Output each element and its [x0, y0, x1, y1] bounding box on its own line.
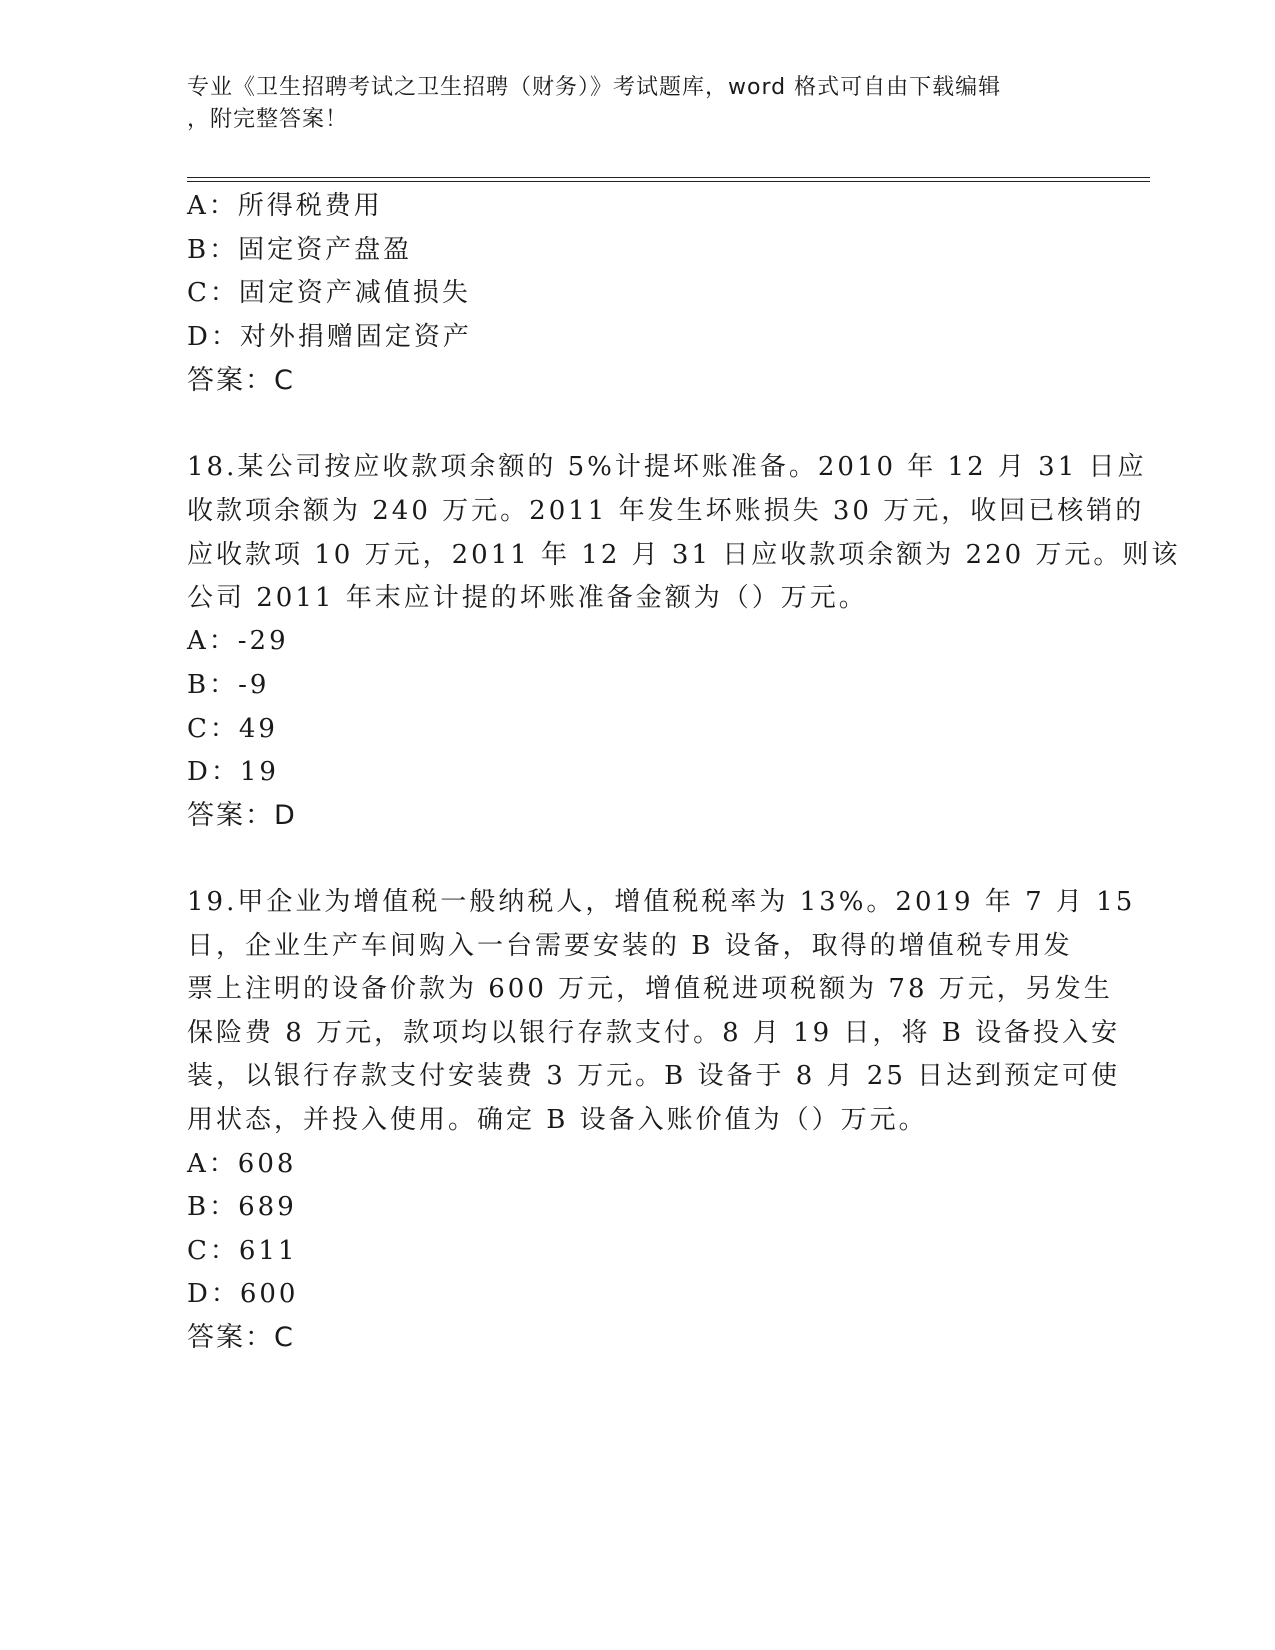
q19-stem-line-3: 票上注明的设备价款为 600 万元，增值税进项税额为 78 万元，另发生: [187, 974, 1113, 1004]
q18-answer: 答案：D: [187, 800, 297, 831]
q18-stem-line-2: 收款项余额为 240 万元。2011 年发生坏账损失 30 万元，收回已核销的: [187, 496, 1145, 526]
q17-option-a: A：所得税费用: [187, 191, 383, 221]
q18-option-d: D：19: [187, 757, 279, 787]
q17-option-b: B：固定资产盘盈: [187, 235, 413, 265]
q19-stem-line-4: 保险费 8 万元，款项均以银行存款支付。8 月 19 日，将 B 设备投入安: [187, 1018, 1121, 1048]
header-line-1: 专业《卫生招聘考试之卫生招聘（财务）》考试题库，word 格式可自由下载编辑: [187, 75, 1002, 100]
q19-stem-line-6: 用状态，并投入使用。确定 B 设备入账价值为（）万元。: [187, 1105, 928, 1135]
header-rule-top: [187, 177, 1150, 178]
q18-stem-line-3: 应收款项 10 万元，2011 年 12 月 31 日应收款项余额为 220 万元。则该: [187, 540, 1181, 570]
q18-stem-line-4: 公司 2011 年末应计提的坏账准备金额为（）万元。: [187, 583, 868, 613]
q19-stem-line-1: 19.甲企业为增值税一般纳税人，增值税税率为 13%。2019 年 7 月 15: [187, 887, 1136, 917]
q19-stem-line-5: 装，以银行存款支付安装费 3 万元。B 设备于 8 月 25 日达到预定可使: [187, 1061, 1121, 1091]
q17-option-c: C：固定资产减值损失: [187, 278, 471, 308]
header-line-2: ，附完整答案！: [187, 107, 349, 132]
q18-stem-line-1: 18.某公司按应收款项余额的 5%计提坏账准备。2010 年 12 月 31 日应: [187, 452, 1147, 482]
q19-stem-line-2: 日，企业生产车间购入一台需要安装的 B 设备，取得的增值税专用发: [187, 931, 1073, 961]
header-rule-bottom: [187, 181, 1150, 182]
q19-option-c: C：611: [187, 1236, 298, 1266]
q17-answer: 答案：C: [187, 365, 295, 396]
q19-option-d: D：600: [187, 1279, 299, 1309]
q19-option-b: B：689: [187, 1192, 297, 1222]
q18-option-c: C：49: [187, 714, 278, 744]
document-header: [187, 72, 1067, 136]
q17-option-d: D：对外捐赠固定资产: [187, 322, 472, 352]
q18-option-a: A：-29: [187, 626, 289, 656]
q19-answer: 答案：C: [187, 1322, 295, 1353]
q18-option-b: B：-9: [187, 670, 270, 700]
q19-option-a: A：608: [187, 1149, 297, 1179]
